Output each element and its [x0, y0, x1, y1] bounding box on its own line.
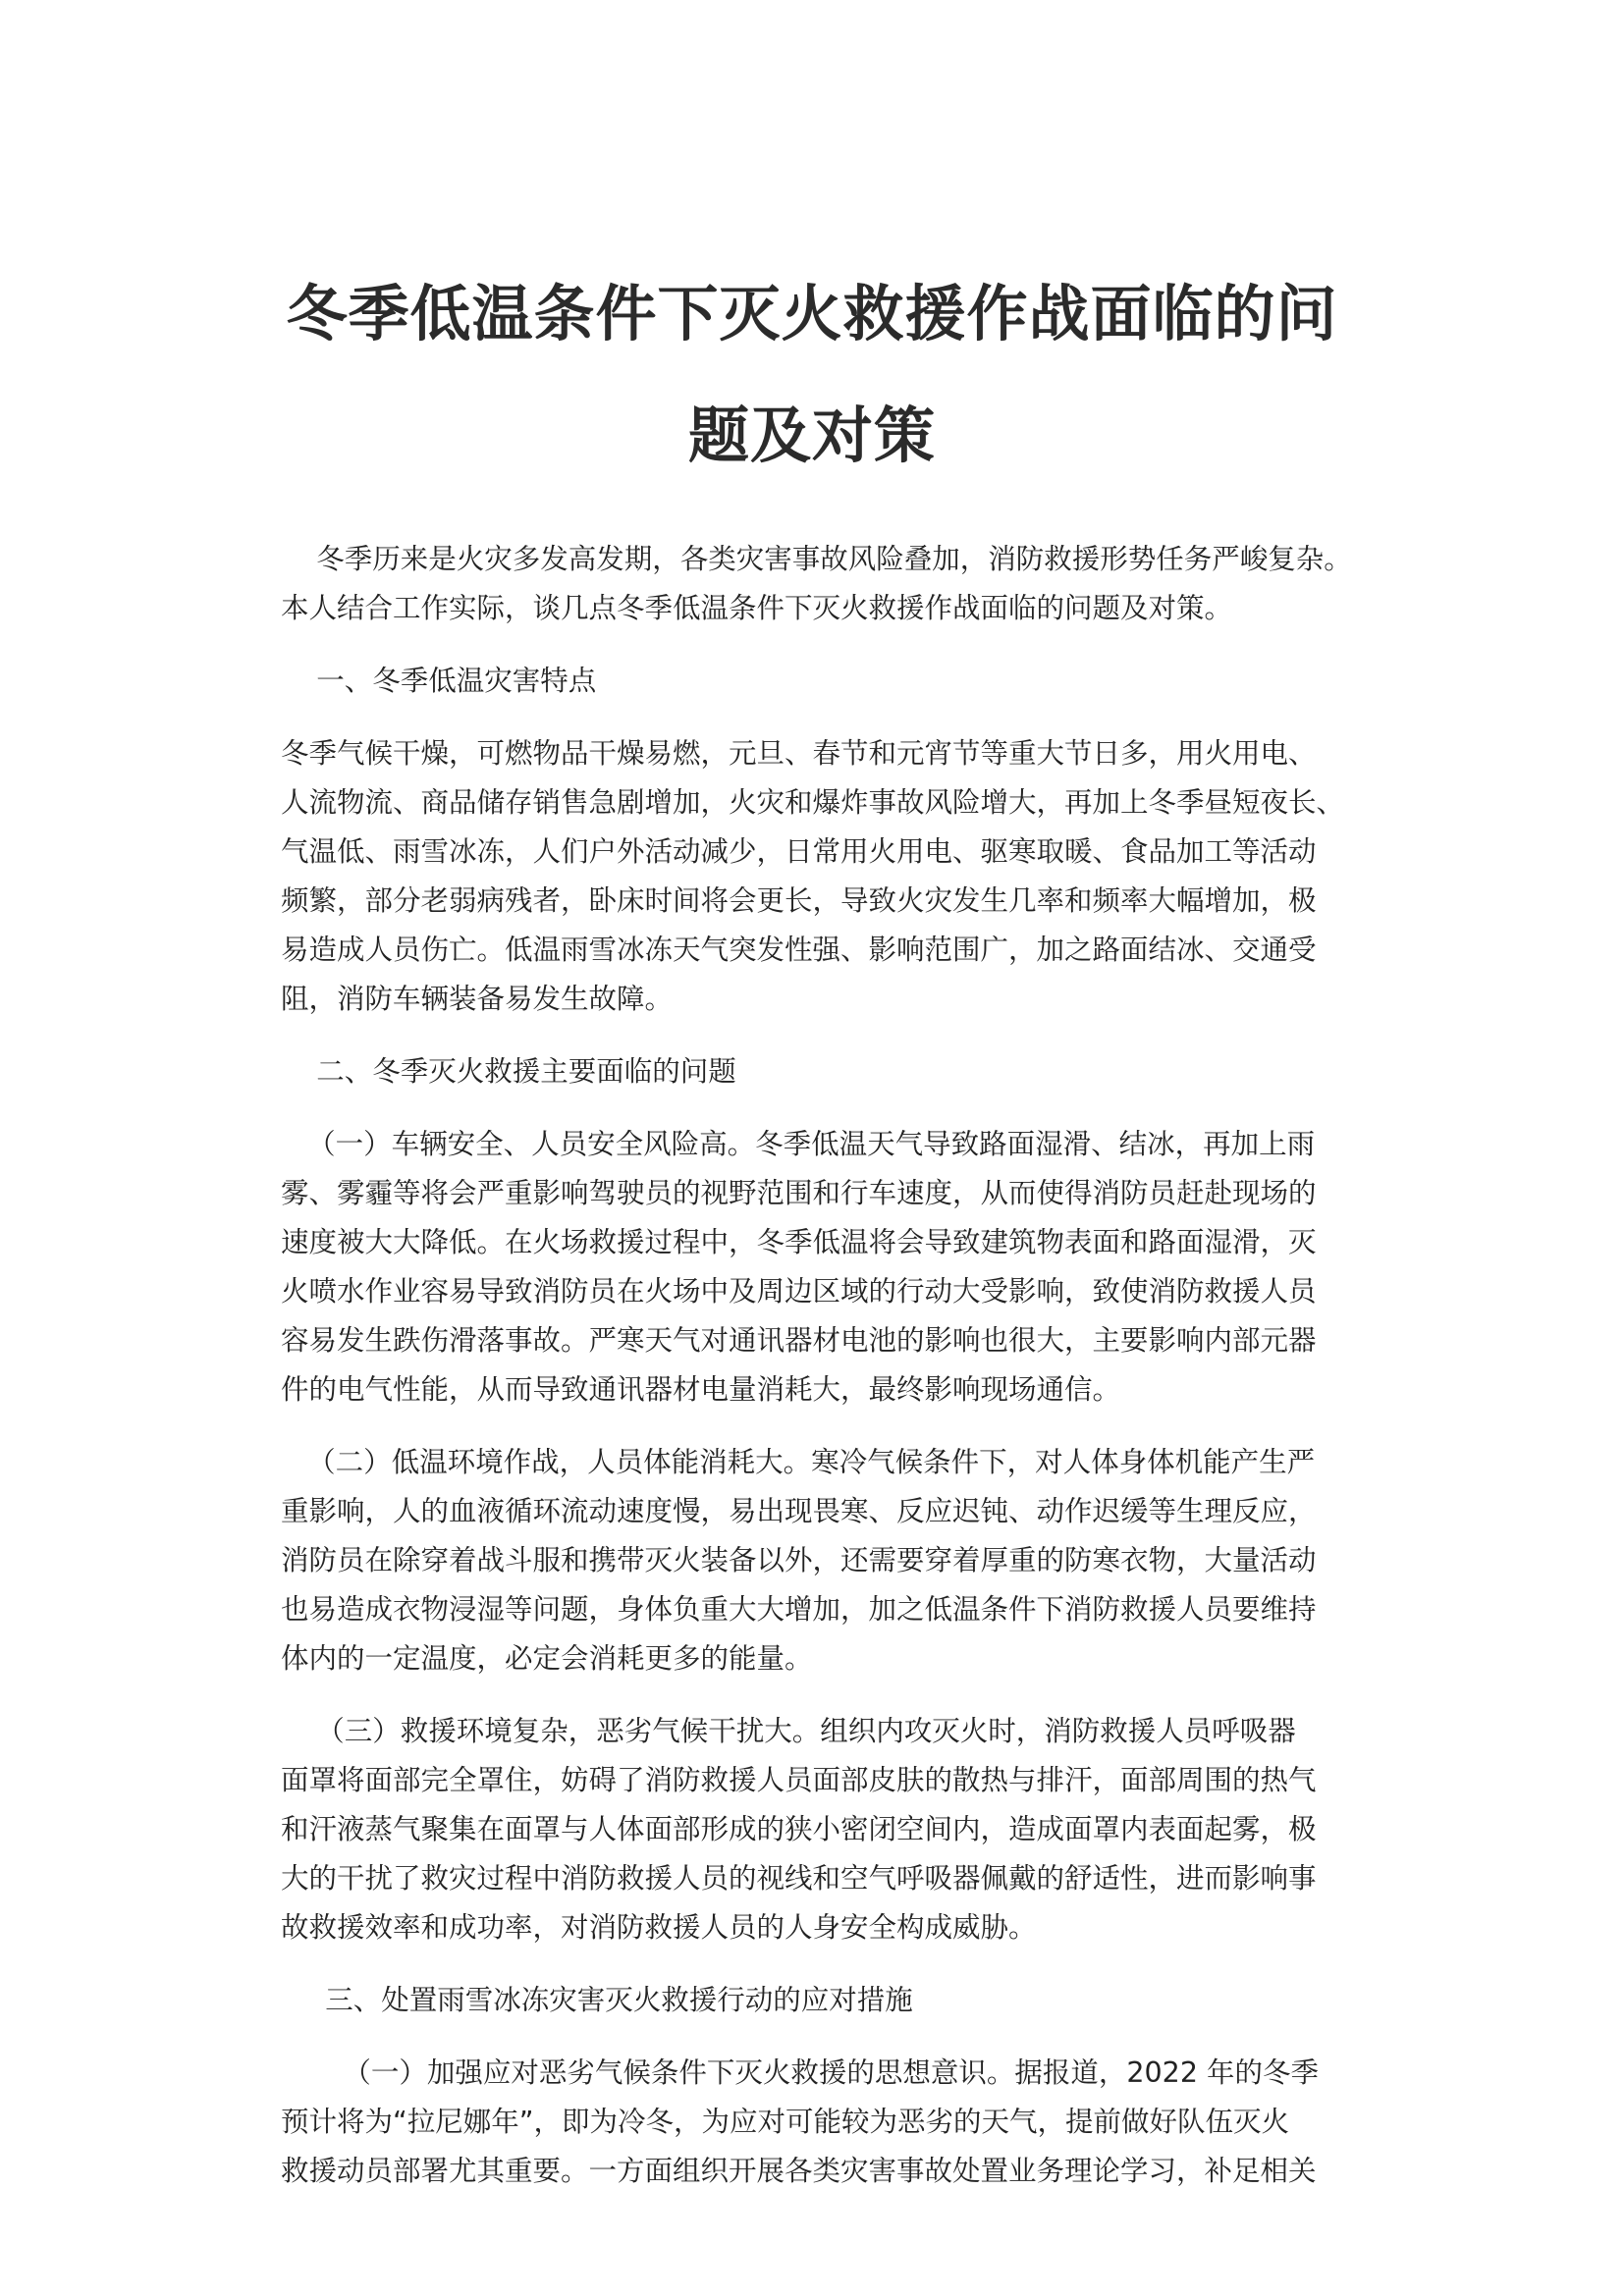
- paragraph-section-2-1: [281, 1120, 1371, 1415]
- paragraph-line: 阻，消防车辆装备易发生故障。: [281, 983, 674, 1015]
- paragraph-line: 频繁，部分老弱病残者，卧床时间将会更长，导致火灾发生几率和频率大幅增加，极: [281, 884, 1317, 917]
- paragraph-line: 气温低、雨雪冰冻，人们户外活动减少，日常用火用电、驱寒取暖、食品加工等活动: [281, 835, 1317, 868]
- paragraph-intro: [281, 535, 1371, 633]
- title-line-1: 冬季低温条件下灭火救援作战面临的问: [286, 278, 1338, 349]
- paragraph-line: 救援动员部署尤其重要。一方面组织开展各类灾害事故处置业务理论学习，补足相关: [281, 2155, 1317, 2187]
- paragraph-section-2-2: [281, 1438, 1371, 1683]
- document-title: [236, 253, 1388, 497]
- paragraph-section-1: [281, 729, 1371, 1024]
- paragraph-heading-1: [281, 657, 1371, 706]
- paragraph-line: （一）车辆安全、人员安全风险高。冬季低温天气导致路面湿滑、结冰，再加上雨: [281, 1128, 1316, 1160]
- paragraph-line: （一）加强应对恶劣气候条件下灭火救援的思想意识。据报道，2022 年的冬季: [281, 2056, 1320, 2089]
- paragraph-line: 面罩将面部完全罩住，妨碍了消防救援人员面部皮肤的散热与排汗，面部周围的热气: [281, 1764, 1317, 1796]
- paragraph-line: 和汗液蒸气聚集在面罩与人体面部形成的狭小密闭空间内，造成面罩内表面起雾，极: [281, 1813, 1317, 1845]
- paragraph-line: 大的干扰了救灾过程中消防救援人员的视线和空气呼吸器佩戴的舒适性，进而影响事: [281, 1862, 1317, 1895]
- paragraph-line: 冬季历来是火灾多发高发期，各类灾害事故风险叠加，消防救援形势任务严峻复杂。: [281, 543, 1352, 575]
- paragraph-line: 二、冬季灭火救援主要面临的问题: [281, 1055, 736, 1088]
- paragraph-line: （三）救援环境复杂，恶劣气候干扰大。组织内攻灭火时，消防救援人员呼吸器: [281, 1715, 1296, 1747]
- paragraph-line: 火喷水作业容易导致消防员在火场中及周边区域的行动大受影响，致使消防救援人员: [281, 1275, 1317, 1308]
- document-body: [281, 535, 1371, 2219]
- paragraph-heading-3: [281, 1976, 1371, 2025]
- paragraph-line: 三、处置雨雪冰冻灾害灭火救援行动的应对措施: [281, 1984, 913, 2016]
- paragraph-heading-2: [281, 1047, 1371, 1096]
- paragraph-line: 容易发生跌伤滑落事故。严寒天气对通讯器材电池的影响也很大，主要影响内部元器: [281, 1324, 1317, 1357]
- paragraph-section-3-1: [281, 2049, 1371, 2196]
- paragraph-line: （二）低温环境作战，人员体能消耗大。寒冷气候条件下，对人体身体机能产生严: [281, 1446, 1316, 1478]
- paragraph-line: 一、冬季低温灾害特点: [281, 665, 597, 697]
- paragraph-line: 也易造成衣物浸湿等问题，身体负重大大增加，加之低温条件下消防救援人员要维持: [281, 1593, 1317, 1626]
- paragraph-line: 体内的一定温度，必定会消耗更多的能量。: [281, 1642, 813, 1675]
- paragraph-line: 重影响，人的血液循环流动速度慢，易出现畏寒、反应迟钝、动作迟缓等生理反应，: [281, 1495, 1317, 1527]
- paragraph-line: 易造成人员伤亡。低温雨雪冰冻天气突发性强、影响范围广，加之路面结冰、交通受: [281, 934, 1317, 966]
- paragraph-line: 本人结合工作实际，谈几点冬季低温条件下灭火救援作战面临的问题及对策。: [281, 592, 1233, 624]
- paragraph-line: 人流物流、商品储存销售急剧增加，火灾和爆炸事故风险增大，再加上冬季昼短夜长、: [281, 786, 1345, 819]
- paragraph-line: 预计将为“拉尼娜年”，即为冷冬，为应对可能较为恶劣的天气，提前做好队伍灭火: [281, 2106, 1290, 2138]
- paragraph-section-2-3: [281, 1707, 1371, 1952]
- paragraph-line: 速度被大大降低。在火场救援过程中，冬季低温将会导致建筑物表面和路面湿滑，灭: [281, 1226, 1317, 1258]
- paragraph-line: 冬季气候干燥，可燃物品干燥易燃，元旦、春节和元宵节等重大节日多，用火用电、: [281, 737, 1317, 770]
- paragraph-line: 故救援效率和成功率，对消防救援人员的人身安全构成威胁。: [281, 1911, 1037, 1944]
- paragraph-line: 消防员在除穿着战斗服和携带灭火装备以外，还需要穿着厚重的防寒衣物，大量活动: [281, 1544, 1317, 1576]
- title-line-2: 题及对策: [687, 400, 936, 471]
- paragraph-line: 雾、雾霾等将会严重影响驾驶员的视野范围和行车速度，从而使得消防员赶赴现场的: [281, 1177, 1317, 1209]
- paragraph-line: 件的电气性能，从而导致通讯器材电量消耗大，最终影响现场通信。: [281, 1373, 1121, 1406]
